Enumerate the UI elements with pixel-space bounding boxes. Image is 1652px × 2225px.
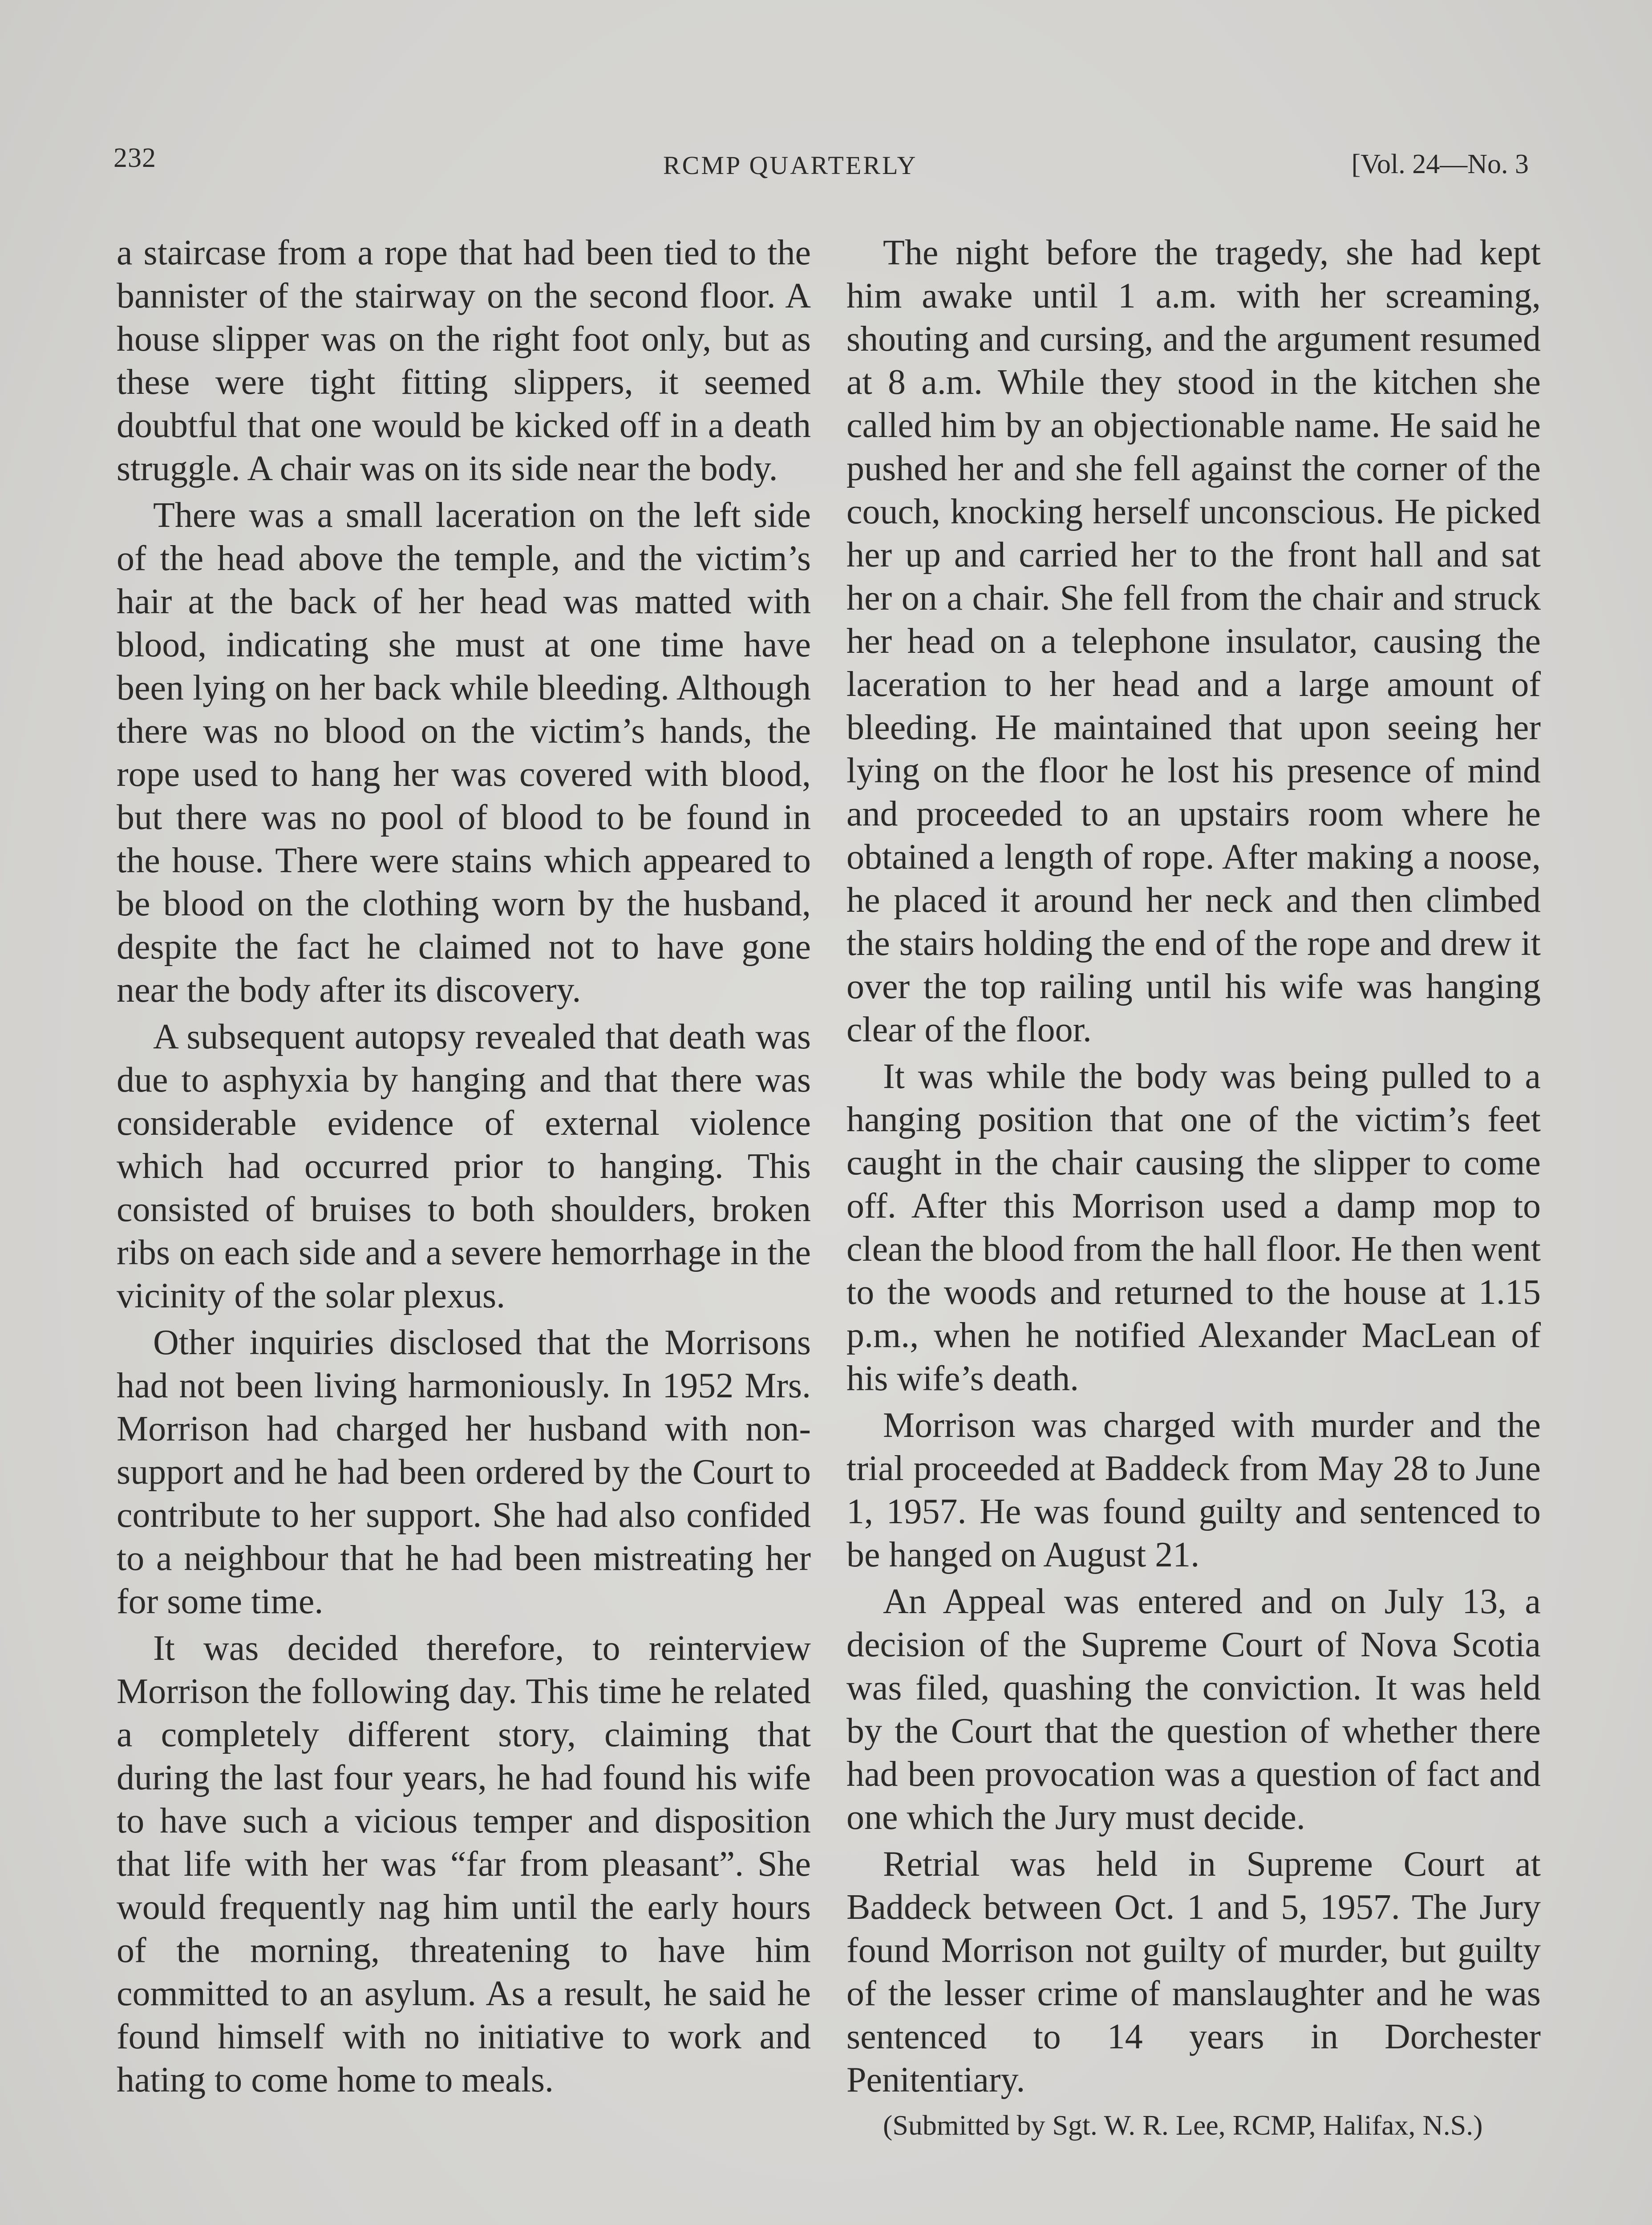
page-header xyxy=(113,142,1538,187)
right-column xyxy=(846,231,1541,2149)
paragraph: Morrison was charged with murder and the trial proceeded at Baddeck from May 28 to June 1, 1957. He was found guilty and sentenced to be hanged on August 21. xyxy=(846,1406,1541,1574)
paragraph: Retrial was held in Supreme Court at Baddeck between Oct. 1 and 5, 1957. The Jury found Morrison not guilty of murder, but guilty of the lesser crime of manslaughter and he was sentenced to 14 years in Dorchester Penitentiary. xyxy=(846,1845,1541,2100)
paragraph: The night before the tragedy, she had kept him awake until 1 a.m. with her screaming, shouting and cursing, and the argument resumed at 8 a.m. While they stood in the kitchen she called him by an objectionable name. He said he pushed her and she fell against the corner of the couch, knocking herself unconscious. He picked her up and carried her to the front hall and sat her on a chair. She fell from the chair and struck her head on a telephone insulator, causing the laceration to her head and a large amount of bleeding. He maintained that upon seeing her lying on the floor he lost his presence of mind and proceeded to an upstairs room where he obtained a length of rope. After making a noose, he placed it around her neck and then climbed the stairs holding the end of the rope and drew it over the top railing until his wife was hanging clear of the floor. xyxy=(846,233,1541,1049)
paragraph: It was while the body was being pulled to a hanging position that one of the victim’s feet caught in the chair causing the slipper to come off. After this Morrison used a damp mop to clean the blood from the hall floor. He then went to the woods and returned to the house at 1.15 p.m., when he notified Alexander MacLean of his wife’s death. xyxy=(846,1057,1541,1398)
paragraph: There was a small laceration on the left side of the head above the temple, and the victim’s hair at the back of her head was matted with blood, indicating she must at one time have been lying on her back while bleeding. Although there was no blood on the victim’s hands, the rope used to hang her was covered with blood, but there was no pool of blood to be found in the house. There were stains which appeared to be blood on the clothing worn by the husband, despite the fact he claimed not to have gone near the body after its discovery. xyxy=(117,496,811,1010)
paragraph: It was decided therefore, to reinterview Morrison the following day. This time he related a completely different story, claiming that during the last four years, he had found his wife to have such a vicious temper and disposition that life with her was “far from pleasant”. She would frequently nag him until the early hours of the morning, threatening to have him committed to an asylum. As a result, he said he found himself with no initiative to work and hating to come home to meals. xyxy=(117,1629,811,2100)
paragraph: a staircase from a rope that had been tied to the bannister of the stairway on the second floor. A house slipper was on the right foot only, but as these were tight fitting slippers, it seemed doubtful that one would be kicked off in a death struggle. A chair was on its side near the body. xyxy=(117,233,811,488)
submission-credit: (Submitted by Sgt. W. R. Lee, RCMP, Halifax, N.S.) xyxy=(883,2109,1483,2141)
running-title: RCMP QUARTERLY xyxy=(663,151,918,180)
paragraph: An Appeal was entered and on July 13, a decision of the Supreme Court of Nova Scotia was filed, quashing the conviction. It was held by the Court that the question of whether there had been provocation was a question of fact and one which the Jury must decide. xyxy=(846,1582,1541,1837)
left-column xyxy=(117,231,811,2105)
page-number: 232 xyxy=(113,143,156,173)
paragraph: Other inquiries disclosed that the Morrisons had not been living harmoniously. In 1952 Mrs. Morrison had charged her husband with non-support and he had been ordered by the Court to contribute to her support. She had also confided to a neighbour that he had been mistreating her for some time. xyxy=(117,1323,811,1621)
paragraph: A subsequent autopsy revealed that death was due to asphyxia by hanging and that there was considerable evidence of external violence which had occurred prior to hanging. This consisted of bruises to both shoulders, broken ribs on each side and a severe hemorrhage in the vicinity of the solar plexus. xyxy=(117,1017,811,1315)
volume-issue: [Vol. 24—No. 3 xyxy=(1351,149,1529,179)
